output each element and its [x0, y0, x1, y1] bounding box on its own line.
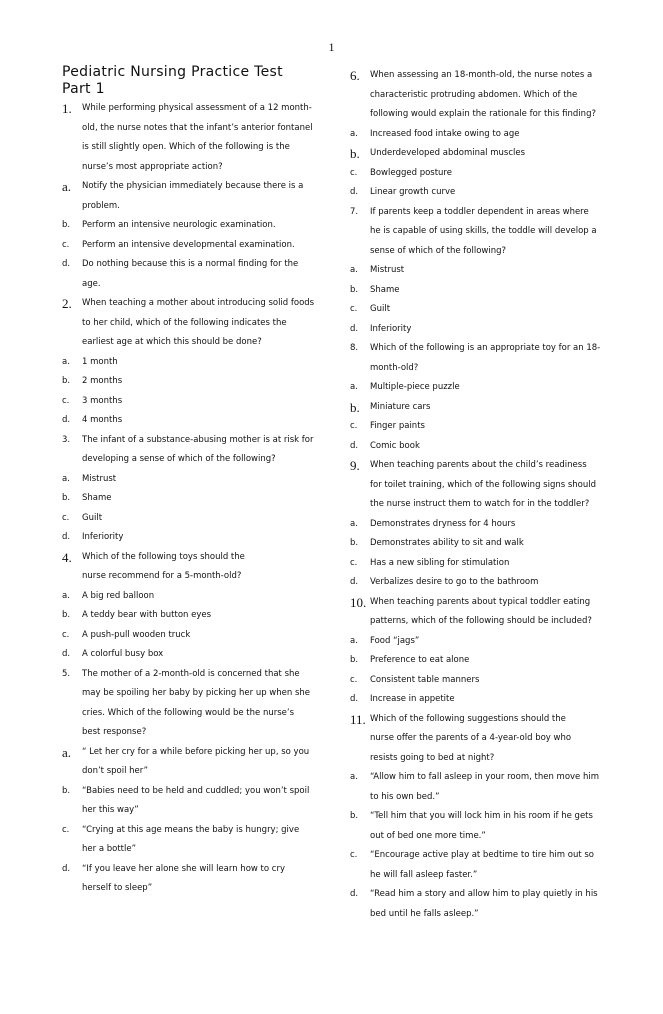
- option-text: “Crying at this age means the baby is hungry; give her a bottle”: [82, 824, 300, 854]
- option-text: Shame: [370, 284, 400, 295]
- option-text: “Babies need to be held and cuddled; you won’t spoil her this way”: [82, 785, 310, 815]
- question-number: 5.: [62, 668, 71, 679]
- answer-option: [62, 236, 324, 256]
- answer-option: [350, 261, 612, 281]
- question-text: When teaching a mother about introducing solid foods to her child, which of the following indicates the earliest age at which this should be done?: [82, 298, 315, 347]
- question-item: [62, 548, 324, 587]
- option-text: Finger paints: [370, 421, 425, 431]
- option-text: “Allow him to fall asleep in your room, then move him to his own bed.”: [370, 772, 600, 802]
- option-text: “Tell him that you will lock him in his room if he gets out of bed one more time.”: [370, 811, 593, 841]
- answer-option: [350, 573, 612, 593]
- answer-option: [350, 515, 612, 535]
- option-letter: d.: [350, 889, 359, 899]
- option-letter: d.: [62, 259, 71, 269]
- answer-option: [62, 645, 324, 665]
- answer-option: [350, 320, 612, 340]
- option-text: Guilt: [370, 304, 391, 314]
- option-letter: c.: [350, 421, 358, 431]
- answer-option: [350, 164, 612, 184]
- question-text: Which of the following is an appropriate toy for an 18- month-old?: [370, 343, 601, 373]
- answer-option: [350, 183, 612, 203]
- answer-option: [62, 509, 324, 529]
- answer-option: [62, 489, 324, 509]
- option-text: Perform an intensive developmental examination.: [82, 239, 295, 250]
- option-text: “Read him a story and allow him to play quietly in his bed until he falls asleep.”: [370, 889, 598, 919]
- answer-option: [350, 632, 612, 652]
- question-number: 6.: [350, 68, 360, 83]
- answer-option: [62, 743, 324, 782]
- option-text: Has a new sibling for stimulation: [370, 557, 510, 568]
- question-item: [350, 710, 612, 769]
- answer-option: [350, 846, 612, 885]
- option-text: Shame: [82, 493, 112, 503]
- option-text: Mistrust: [82, 473, 117, 484]
- option-text: A big red balloon: [82, 590, 155, 601]
- question-text: While performing physical assessment of a 12 month- old, the nurse notes that the infant’s anterior fontanel is still slightly open. Which of the following is the nurse’s most appropriate action?: [82, 103, 313, 172]
- option-text: Demonstrates dryness for 4 hours: [370, 518, 516, 529]
- question-number: 11.: [350, 711, 366, 727]
- option-text: 4 months: [82, 415, 123, 425]
- answer-option: [62, 255, 324, 294]
- option-letter: a.: [350, 772, 358, 782]
- question-number: 8.: [350, 343, 359, 353]
- option-text: Consistent table manners: [370, 674, 480, 685]
- answer-option: [350, 554, 612, 574]
- option-letter: a.: [62, 356, 70, 367]
- answer-option: [350, 144, 612, 164]
- document-title: Pediatric Nursing Practice Test Part 1: [62, 64, 283, 97]
- option-text: Inferiority: [82, 532, 124, 542]
- option-letter: b.: [350, 146, 360, 161]
- answer-option: [62, 353, 324, 373]
- answer-option: [62, 860, 324, 899]
- option-text: Do nothing because this is a normal finding for the age.: [82, 259, 299, 289]
- option-letter: a.: [350, 382, 358, 392]
- option-letter: b.: [350, 399, 360, 415]
- option-letter: a.: [350, 518, 358, 529]
- question-text: The mother of a 2-month-old is concerned that she may be spoiling her baby by picking her up when she cries. Which of the following would be the nurse’s best response?: [82, 668, 311, 737]
- option-text: “ Let her cry for a while before picking her up, so you don’t spoil her”: [82, 746, 310, 776]
- answer-option: [62, 470, 324, 490]
- option-text: Guilt: [82, 512, 103, 523]
- answer-option: [350, 651, 612, 671]
- option-letter: b.: [350, 811, 359, 821]
- option-letter: a.: [62, 590, 70, 601]
- answer-option: [62, 606, 324, 626]
- question-item: [350, 593, 612, 632]
- answer-option: [350, 378, 612, 398]
- answer-option: [62, 177, 324, 216]
- answer-option: [350, 768, 612, 807]
- option-letter: b.: [62, 493, 71, 503]
- question-text: If parents keep a toddler dependent in areas where he is capable of using skills, the toddle will develop a sense of which of the following?: [370, 206, 597, 256]
- option-letter: c.: [62, 824, 70, 835]
- option-letter: c.: [350, 304, 358, 314]
- option-letter: d.: [350, 187, 359, 197]
- option-text: A colorful busy box: [82, 649, 164, 659]
- question-item: [62, 99, 324, 177]
- option-text: “If you leave her alone she will learn how to cry herself to sleep”: [82, 863, 285, 893]
- option-letter: d.: [62, 532, 71, 542]
- answer-option: [350, 417, 612, 437]
- question-text: Which of the following suggestions should the nurse offer the parents of a 4-year-old boy who resists going to bed at night?: [370, 713, 572, 763]
- option-text: A teddy bear with button eyes: [82, 610, 212, 620]
- answer-option: [62, 587, 324, 607]
- answer-option: [350, 300, 612, 320]
- answer-option: [62, 372, 324, 392]
- answer-option: [62, 626, 324, 646]
- option-text: Mistrust: [370, 265, 405, 275]
- answer-option: [350, 885, 612, 924]
- question-item: [350, 339, 612, 378]
- option-letter: c.: [62, 239, 70, 250]
- option-letter: d.: [350, 694, 359, 704]
- option-letter: d.: [350, 323, 359, 334]
- answer-option: [350, 534, 612, 554]
- option-text: 3 months: [82, 395, 123, 406]
- option-letter: b.: [62, 785, 71, 796]
- answer-option: [350, 671, 612, 691]
- answer-option: [350, 690, 612, 710]
- option-letter: d.: [350, 440, 359, 451]
- answer-option: [62, 782, 324, 821]
- question-item: [350, 456, 612, 515]
- question-text: When teaching parents about typical toddler eating patterns, which of the following should be included?: [370, 596, 592, 626]
- option-text: Verbalizes desire to go to the bathroom: [370, 577, 539, 587]
- option-text: “Encourage active play at bedtime to tire him out so he will fall asleep faster.”: [370, 850, 595, 880]
- option-letter: d.: [62, 863, 71, 874]
- option-letter: c.: [350, 674, 358, 685]
- option-text: Increased food intake owing to age: [370, 128, 520, 139]
- option-text: Comic book: [370, 440, 420, 451]
- answer-option: [350, 125, 612, 145]
- question-number: 1.: [62, 101, 72, 116]
- option-text: Perform an intensive neurologic examination.: [82, 220, 276, 230]
- question-item: [350, 66, 612, 125]
- left-column: [62, 99, 324, 899]
- option-letter: c.: [350, 850, 358, 860]
- question-number: 3.: [62, 434, 71, 445]
- question-item: [62, 294, 324, 353]
- option-letter: a.: [62, 179, 72, 194]
- option-letter: b.: [350, 655, 359, 665]
- page-number: 1: [328, 40, 335, 54]
- option-letter: a.: [350, 265, 358, 275]
- option-text: Notify the physician immediately because there is a problem.: [82, 181, 304, 211]
- question-text: Which of the following toys should the nurse recommend for a 5-month-old?: [82, 551, 245, 581]
- option-text: Increase in appetite: [370, 694, 455, 704]
- option-text: 1 month: [82, 356, 118, 367]
- answer-option: [62, 411, 324, 431]
- option-letter: b.: [62, 220, 71, 230]
- right-column: [350, 66, 612, 924]
- option-text: Demonstrates ability to sit and walk: [370, 538, 524, 548]
- option-text: 2 months: [82, 376, 123, 386]
- option-letter: b.: [62, 610, 71, 620]
- option-text: A push-pull wooden truck: [82, 629, 191, 640]
- option-text: Preference to eat alone: [370, 655, 470, 665]
- option-text: Food “jags”: [370, 635, 420, 646]
- question-text: The infant of a substance-abusing mother is at risk for developing a sense of which of the following?: [82, 434, 314, 464]
- option-letter: b.: [350, 538, 359, 548]
- option-letter: c.: [62, 512, 70, 523]
- answer-option: [350, 398, 612, 418]
- question-text: When assessing an 18-month-old, the nurse notes a characteristic protruding abdomen. Which of the following would explain the rationale for this finding?: [370, 70, 596, 119]
- option-letter: a.: [350, 635, 358, 646]
- option-letter: d.: [62, 649, 71, 659]
- option-letter: c.: [350, 167, 358, 178]
- answer-option: [62, 821, 324, 860]
- option-text: Multiple-piece puzzle: [370, 382, 460, 392]
- question-item: [62, 665, 324, 743]
- answer-option: [350, 281, 612, 301]
- answer-option: [62, 528, 324, 548]
- answer-option: [62, 392, 324, 412]
- option-text: Inferiority: [370, 323, 412, 334]
- option-letter: c.: [62, 395, 70, 406]
- option-letter: c.: [350, 557, 358, 568]
- question-item: [62, 431, 324, 470]
- question-number: 7.: [350, 206, 359, 217]
- option-text: Bowlegged posture: [370, 167, 452, 178]
- answer-option: [62, 216, 324, 236]
- question-number: 9.: [350, 458, 360, 473]
- question-number: 10.: [350, 594, 367, 610]
- option-letter: b.: [62, 376, 71, 386]
- answer-option: [350, 807, 612, 846]
- option-letter: a.: [62, 473, 70, 484]
- option-text: Miniature cars: [370, 401, 431, 412]
- answer-option: [350, 437, 612, 457]
- option-letter: a.: [62, 744, 72, 760]
- option-letter: a.: [350, 128, 358, 139]
- option-text: Linear growth curve: [370, 187, 456, 197]
- option-text: Underdeveloped abdominal muscles: [370, 148, 526, 158]
- option-letter: d.: [350, 577, 359, 587]
- question-number: 4.: [62, 549, 72, 565]
- option-letter: c.: [62, 629, 70, 640]
- question-item: [350, 203, 612, 262]
- question-number: 2.: [62, 296, 72, 311]
- question-text: When teaching parents about the child’s readiness for toilet training, which of the following signs should the nurse instruct them to watch for in the toddler?: [370, 460, 597, 509]
- option-letter: b.: [350, 284, 359, 295]
- option-letter: d.: [62, 415, 71, 425]
